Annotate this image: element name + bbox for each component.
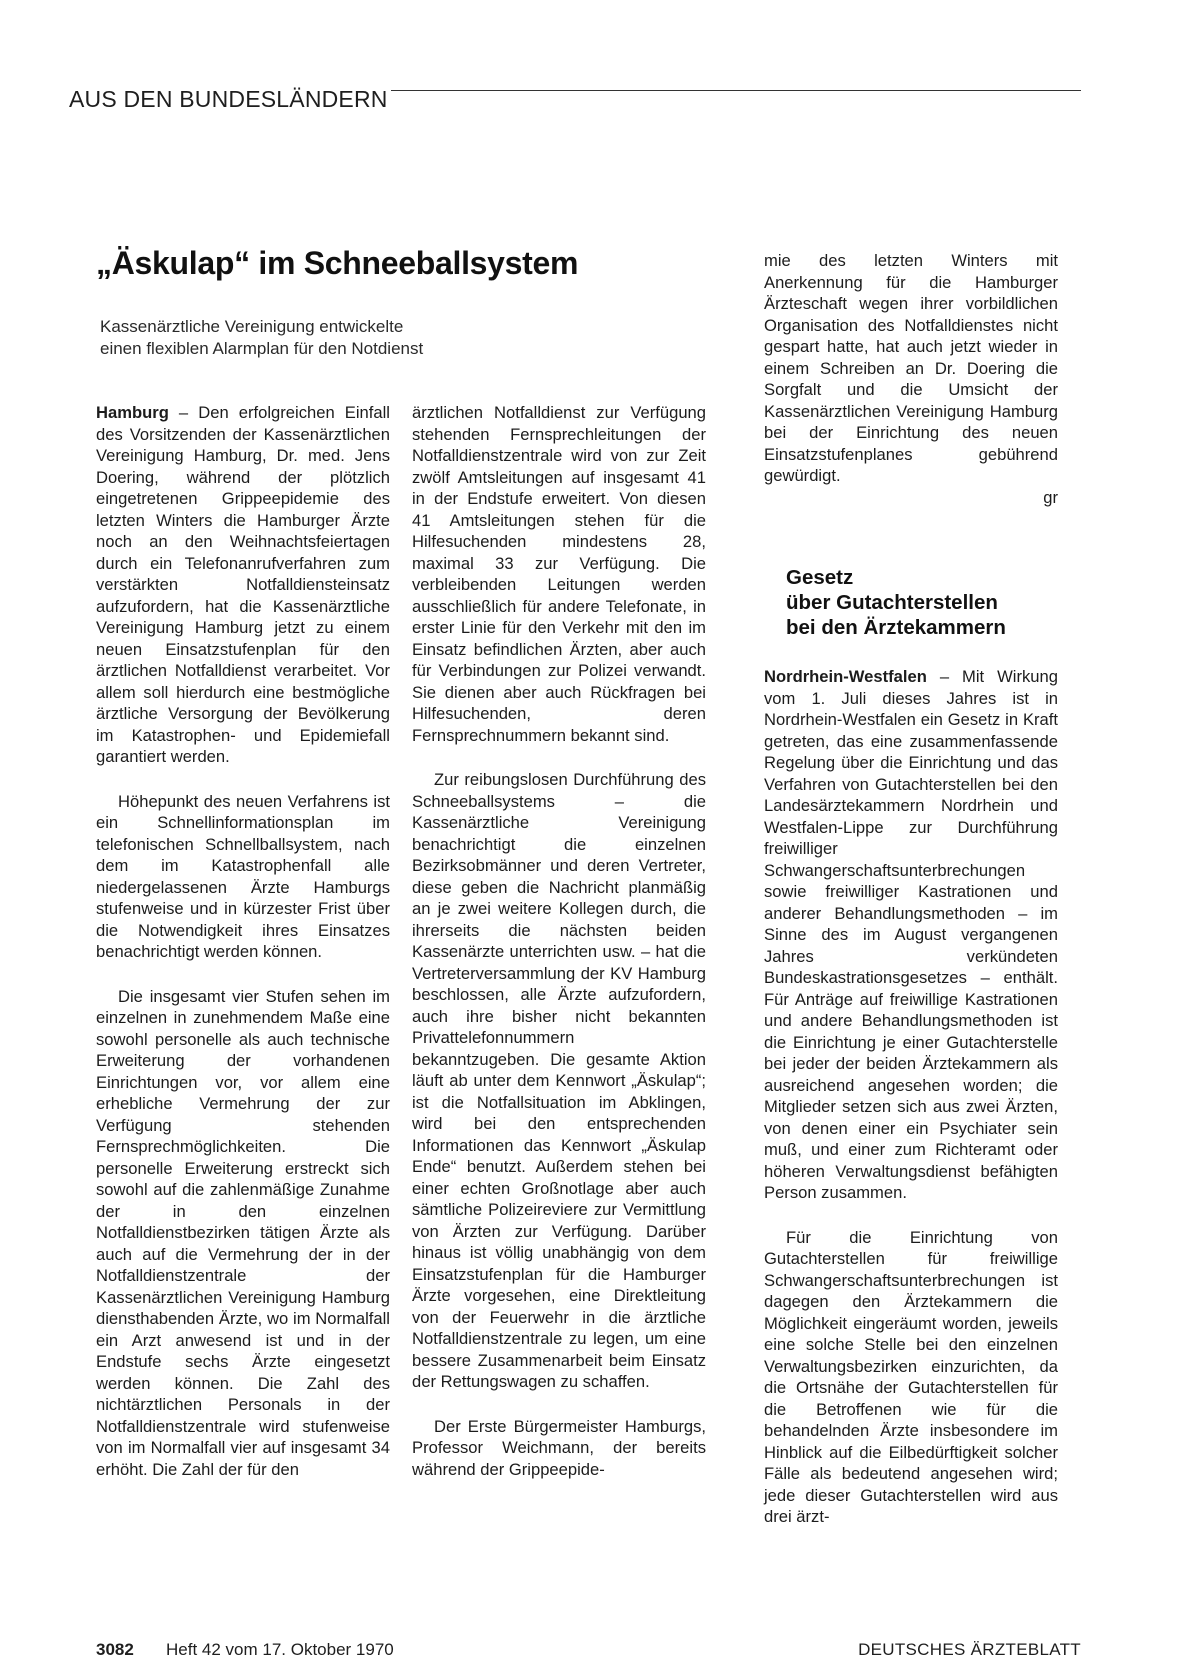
- article-2-headline: [786, 565, 1058, 640]
- page-number: 3082: [96, 1640, 134, 1659]
- lead-text: – Mit Wirkung vom 1. Juli dieses Jahres ist in Nordrhein-Westfalen ein Gesetz in Kraft getreten, das eine zusammenfassende Regelung über die Einrichtung und das Verfahren von Gutachterstellen bei den Landesärztekammern Nordrhein und Westfalen-Lippe zur Durchführung freiwilliger Schwangerschaftsunterbrechungen sowie freiwilliger Kastrationen und anderer Behandlungsmethoden – im Sinne des im August vergangenen Jahres verkündeten Bundeskastrationsgesetzes – enthält. Für Anträge auf freiwillige Kastrationen und andere Behandlungsmethoden ist die Einrichtung je einer Gutachterstelle bei jeder der beiden Ärztekammern als ausreichend angesehen worden; die Mitglieder setzen sich aus zwei Ärzten, von denen einer ein Psychiater sein muß, und einer zum Richteramt oder höheren Verwaltungsdienst befähigten Person zusammen.: [764, 667, 1058, 1202]
- section-header: [69, 88, 1081, 111]
- text-column-3: [764, 250, 1058, 1551]
- headline-line: über Gutachterstellen: [786, 591, 998, 614]
- body-paragraph: Höhepunkt des neuen Verfahrens ist ein Schnellinformationsplan im telefonischen Schnellballsystem, nach dem im Katastrophenfall alle niedergelassenen Ärzte Hamburgs stufenweise und in kürzester Frist über die Notwendigkeit ihres Einsatzes benachrichtigt werden können.: [96, 791, 390, 961]
- body-paragraph: Die insgesamt vier Stufen sehen im einzelnen in zunehmendem Maße eine sowohl personelle als auch technische Erweiterung der vorhandenen Einrichtungen vor, vor allem eine erhebliche Vermehrung der zur Verfügung stehenden Fernsprechmöglichkeiten. Die personelle Erweiterung erstreckt sich sowohl auf die zahlenmäßige Zunahme der in den einzelnen Notfalldienstbezirken tätigen Ärzte als auch auf die Vermehrung der in der Notfalldienstzentrale der Kassenärztlichen Vereinigung Hamburg diensthabenden Ärzte, wo im Normalfall ein Arzt anwesend ist und in der Endstufe sechs Ärzte eingesetzt werden können. Die Zahl des nichtärztlichen Personals in der Notfalldienstzentrale wird stufenweise von im Normalfall vier auf insgesamt 34 erhöht. Die Zahl der für den: [96, 986, 390, 1479]
- lead-paragraph: [764, 666, 1058, 1204]
- text-column-1: [96, 402, 390, 1503]
- signature-row: [764, 487, 1058, 509]
- lead-text: – Den erfolgreichen Einfall des Vorsitzenden der Kassenärztlichen Vereinigung Hamburg, Dr. med. Jens Doering, während der plötzlich eingetretenen Grippeepidemie des letzten Winters die Hamburger Ärzte noch an den Weihnachtsfeiertagen durch ein Telefonanrufverfahren zum verstärkten Notfalldiensteinsatz aufzufordern, hat die Kassenärztliche Vereinigung Hamburg jetzt zu einem neuen Einsatzstufenplan für den ärztlichen Notfalldienst verarbeitet. Vor allem soll hierdurch eine bestmögliche ärztliche Versorgung der Bevölkerung im Katastrophen- und Epidemiefall garantiert werden.: [96, 403, 390, 766]
- journal-name: DEUTSCHES ÄRZTEBLATT: [858, 1640, 1081, 1659]
- article-headline: „Äskulap“ im Schneeballsystem: [96, 245, 579, 281]
- subheadline-line: einen flexiblen Alarmplan für den Notdienst: [100, 339, 424, 358]
- subheadline-line: Kassenärztliche Vereinigung entwickelte: [100, 317, 404, 336]
- text-column-2: [412, 402, 706, 1503]
- body-paragraph: Der Erste Bürgermeister Hamburgs, Professor Weichmann, der bereits während der Grippeepide-: [412, 1416, 706, 1479]
- author-signature: gr: [1043, 487, 1058, 507]
- body-paragraph: Für die Einrichtung von Gutachterstellen für freiwillige Schwangerschaftsunterbrechungen ist dagegen den Ärztekammern die Möglichkeit eingeräumt worden, jeweils eine solche Stelle bei den einzelnen Verwaltungsbezirken einzurichten, da die Ortsnähe der Gutachterstellen für die Betroffenen wie für die behandelnden Ärzte insbesondere im Hinblick auf die Eilbedürftigkeit solcher Fälle als bedeutend angesehen wird; jede dieser Gutachterstellen wird aus drei ärzt-: [764, 1227, 1058, 1526]
- issue-info: Heft 42 vom 17. Oktober 1970: [166, 1640, 394, 1659]
- body-paragraph: ärztlichen Notfalldienst zur Verfügung stehenden Fernsprechleitungen der Notfalldienstzentrale wird von zur Zeit zwölf Amtsleitungen auf insgesamt 41 in der Endstufe erweitert. Von diesen 41 Amtsleitungen stehen für die Hilfesuchenden mindestens 28, maximal 33 zur Verfügung. Die verbleibenden Leitungen werden ausschließlich für andere Telefonate, in erster Linie für den Verkehr mit den im Einsatz befindlichen Ärzten, aber auch für Verbindungen zur Polizei verwandt. Sie dienen aber auch Rückfragen bei Hilfesuchenden, deren Fernsprechnummern bekannt sind.: [412, 403, 706, 745]
- dateline: Nordrhein-Westfalen: [764, 667, 927, 686]
- body-paragraph: mie des letzten Winters mit Anerkennung für die Hamburger Ärzteschaft wegen ihrer vorbildlichen Organisation des Notfalldienstes nicht gespart hatte, hat auch jetzt wieder in einem Schreiben an Dr. Doering die Sorgfalt und die Umsicht der Kassenärztlichen Vereinigung Hamburg bei der Einrichtung des neuen Einsatzstufenplanes gebührend gewürdigt.: [764, 251, 1058, 485]
- body-paragraph: Zur reibungslosen Durchführung des Schneeballsystems – die Kassenärztliche Vereinigung benachrichtigt die einzelnen Bezirksobmänner und deren Vertreter, diese geben die Nachricht planmäßig an je zwei weitere Kollegen durch, die ihrerseits die nächsten beiden Kassenärzte unterrichten usw. – hat die Vertreterversammlung der KV Hamburg beschlossen, alle Ärzte aufzufordern, auch ihre bisher nicht bekannten Privattelefonnummern bekanntzugeben. Die gesamte Aktion läuft ab unter dem Kennwort „Äskulap“; ist die Notfallsituation im Abklingen, wird bei den entsprechenden Informationen das Kennwort „Äskulap Ende“ benutzt. Außerdem stehen bei einer echten Großnotlage aber auch sämtliche Polizeireviere zur Vermittlung von Ärzten zur Verfügung. Darüber hinaus ist völlig unabhängig von dem Einsatzstufenplan für die Hamburger Ärzte vorgesehen, eine Direktleitung von der Feuerwehr in die ärztliche Notfalldienstzentrale zu legen, um eine bessere Zusammenarbeit beim Einsatz der Rettungswagen zu schaffen.: [412, 770, 706, 1391]
- dateline: Hamburg: [96, 403, 169, 422]
- headline-line: bei den Ärztekammern: [786, 616, 1006, 639]
- article-subheadline: [100, 316, 423, 360]
- section-divider: [391, 90, 1081, 91]
- section-title: AUS DEN BUNDESLÄNDERN: [69, 86, 388, 112]
- lead-paragraph: [96, 402, 390, 768]
- headline-line: Gesetz: [786, 566, 854, 589]
